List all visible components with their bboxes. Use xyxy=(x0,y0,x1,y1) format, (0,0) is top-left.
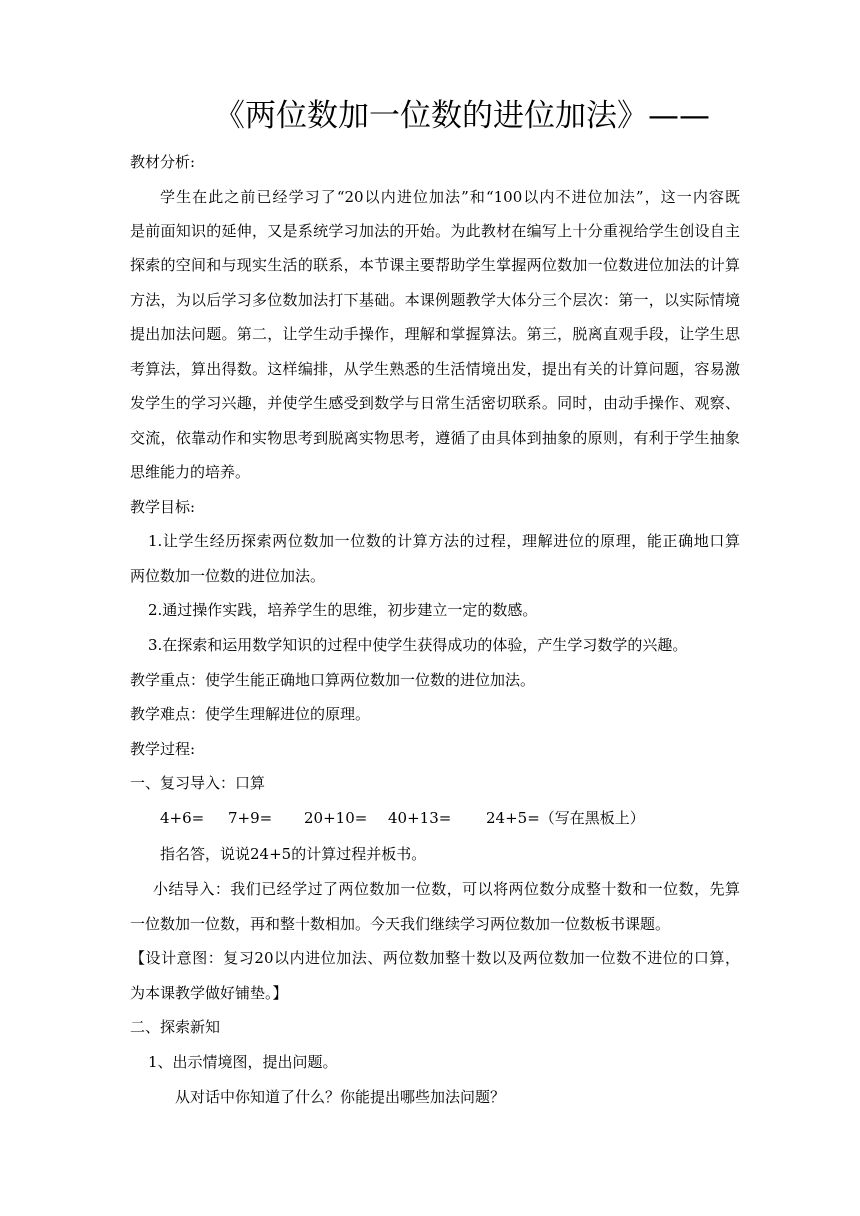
goal-2: 2.通过操作实践，培养学生的思维，初步建立一定的数感。 xyxy=(148,601,538,619)
goal-3: 3.在探索和运用数学知识的过程中使学生获得成功的体验，产生学习数学的兴趣。 xyxy=(148,636,688,654)
summary-line-2: 一位数加一位数，再和整十数相加。今天我们继续学习两位数加一位数板书课题。 xyxy=(130,915,671,933)
step-1: 1、出示情境图，提出问题。 xyxy=(148,1053,338,1071)
calc-item-4: 40+13= xyxy=(388,809,452,827)
analysis-line-6: 考算法，算出得数。这样编排，从学生熟悉的生活情境出发，提出有关的计算问题，容易激 xyxy=(130,360,740,378)
difficulty: 教学难点：使学生理解进位的原理。 xyxy=(130,705,371,723)
analysis-line-9: 思维能力的培养。 xyxy=(130,463,251,481)
document-title: 《两位数加一位数的进位加法》—— xyxy=(214,98,710,134)
design-intent-line-1: 【设计意图：复习20以内进位加法、两位数加整十数以及两位数加一位数不进位的口算， xyxy=(130,949,740,967)
calc-item-3: 20+10= xyxy=(304,809,368,827)
analysis-line-5: 提出加法问题。第二，让学生动手操作，理解和掌握算法。第三，脱离直观手段，让学生思 xyxy=(130,325,740,343)
calc-item-1: 4+6= xyxy=(160,809,205,827)
calc-note: 指名答，说说24+5的计算过程并板书。 xyxy=(160,845,427,863)
calc-item-2: 7+9= xyxy=(228,809,273,827)
analysis-line-7: 发学生的学习兴趣，并使学生感受到数学与日常生活密切联系。同时，由动手操作、观察、 xyxy=(130,394,740,412)
goals-heading: 教学目标: xyxy=(130,498,196,516)
analysis-line-2: 是前面知识的延伸，又是系统学习加法的开始。为此教材在编写上十分重视给学生创设自主 xyxy=(130,222,740,240)
step-1-question: 从对话中你知道了什么？你能提出哪些加法问题？ xyxy=(175,1088,506,1106)
key-point: 教学重点：使学生能正确地口算两位数加一位数的进位加法。 xyxy=(130,671,536,689)
part-1-heading: 一、复习导入：口算 xyxy=(130,774,266,792)
calc-item-5: 24+5=（写在黑板上） xyxy=(486,809,645,827)
goal-1-line-2: 两位数加一位数的进位加法。 xyxy=(130,567,326,585)
analysis-line-1: 学生在此之前已经学习了“20以内进位加法”和“100以内不进位加法”，这一内容既 xyxy=(160,188,740,206)
summary-line-1: 小结导入：我们已经学过了两位数加一位数，可以将两位数分成整十数和一位数，先算 xyxy=(153,880,740,898)
analysis-line-4: 方法，为以后学习多位数加法打下基础。本课例题教学大体分三个层次：第一，以实际情境 xyxy=(130,291,740,309)
design-intent-line-2: 为本课教学做好铺垫。】 xyxy=(130,984,288,1002)
analysis-line-8: 交流，依靠动作和实物思考到脱离实物思考，遵循了由具体到抽象的原则，有利于学生抽象 xyxy=(130,429,740,447)
goal-1-line-1: 1.让学生经历探索两位数加一位数的计算方法的过程，理解进位的原理，能正确地口算 xyxy=(148,532,740,550)
calc-row xyxy=(130,807,740,829)
analysis-heading: 教材分析: xyxy=(130,153,196,171)
analysis-line-3: 探索的空间和与现实生活的联系，本节课主要帮助学生掌握两位数加一位数进位加法的计算 xyxy=(130,256,740,274)
process-heading: 教学过程: xyxy=(130,740,196,758)
part-2-heading: 二、探索新知 xyxy=(130,1018,221,1036)
